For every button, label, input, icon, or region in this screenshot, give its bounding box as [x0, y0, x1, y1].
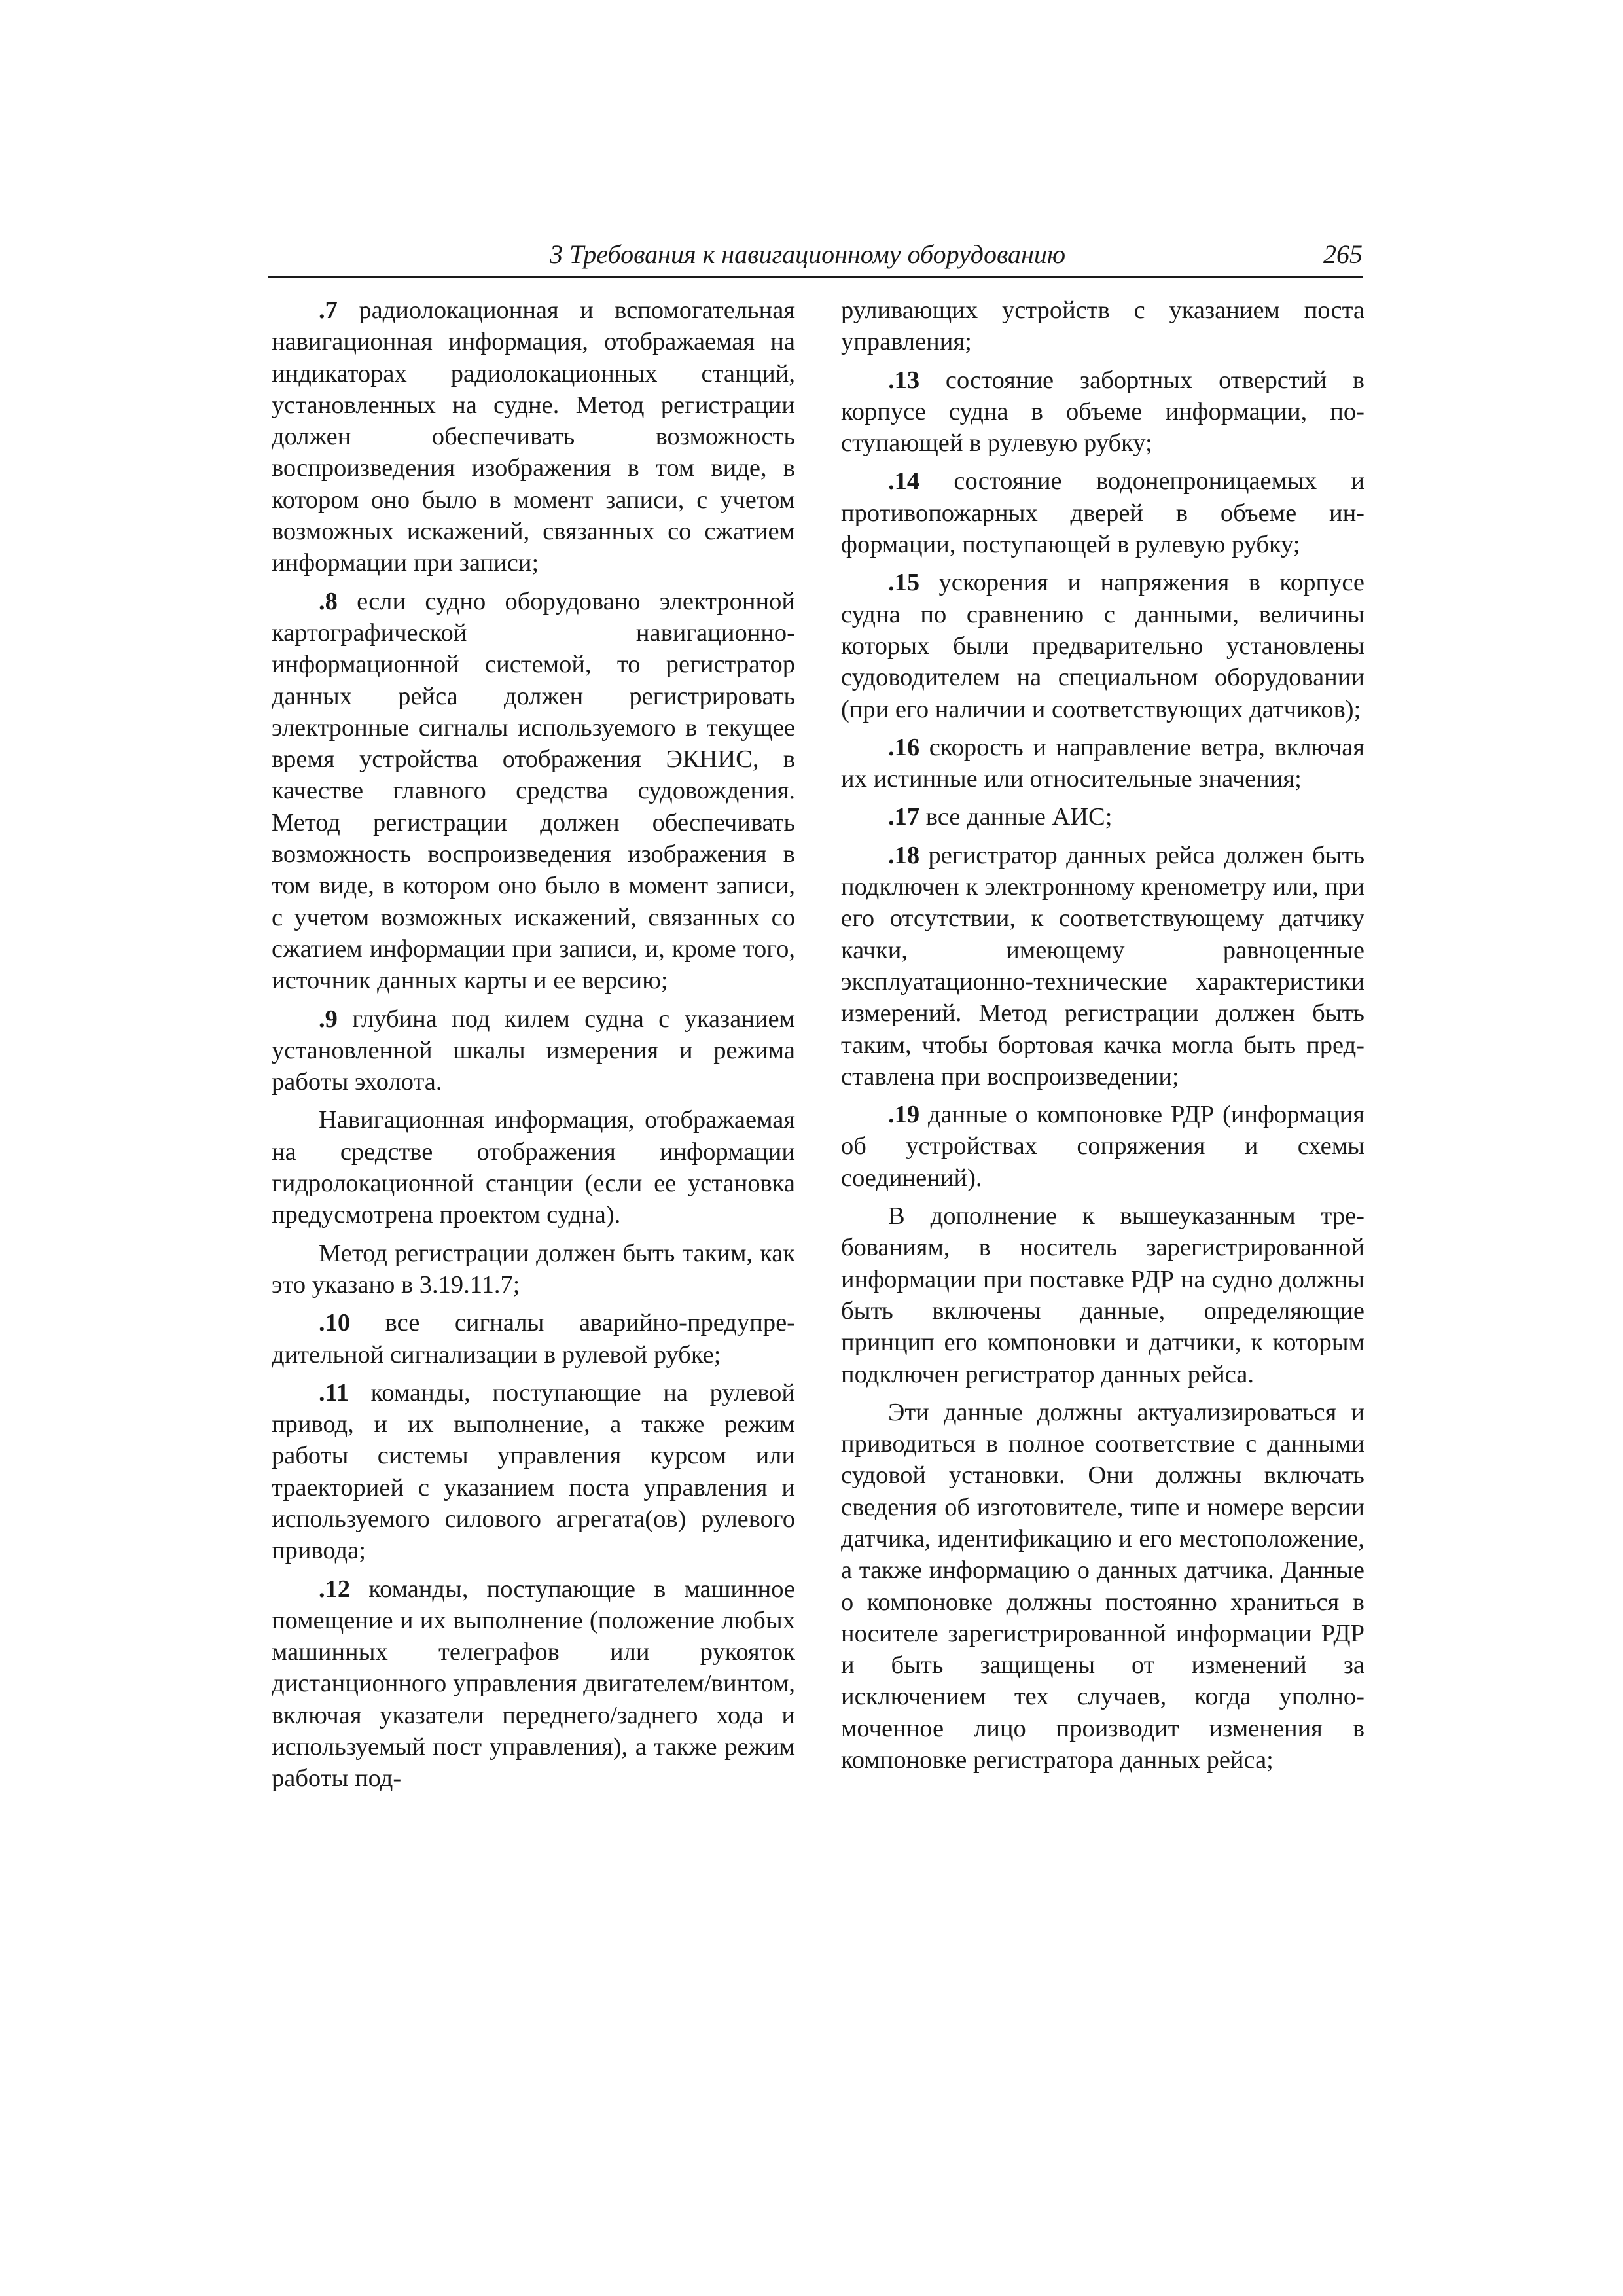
paragraph-17 [841, 801, 1364, 833]
item-number: .17 [888, 803, 920, 831]
paragraph-data-actualization [841, 1397, 1364, 1776]
paragraph-text: ускорения и напряжения в корпусе судна по сравнению с данными, величины которых были предварительно установлены судоводителем на специальном оборудовании (при его наличии и соответствующих датчиков); [841, 569, 1364, 723]
page-header [268, 237, 1363, 278]
running-title: 3 Требования к навигационному оборудованию [550, 240, 1066, 269]
item-number: .13 [888, 366, 920, 394]
item-number: .12 [319, 1575, 351, 1603]
paragraph-text: В дополнение к вышеуказанным требованиям, в носитель зарегистрированной информации при поставке РДР на судно должны быть включены данные, определяющие принцип его компоновки и датчики, к которым подключен регистратор данных рейса. [841, 1202, 1364, 1388]
page-number: 265 [1323, 240, 1363, 269]
paragraph-text: данные о компоновке РДР (информация об устройствах сопряжения и схемы соединений). [841, 1101, 1364, 1192]
paragraph-text: скорость и направление ветра, включая их истинные или относительные значения; [841, 733, 1364, 793]
item-number: .9 [319, 1005, 338, 1033]
item-number: .18 [888, 841, 920, 869]
paragraph-15 [841, 567, 1364, 725]
paragraph-9 [272, 1003, 795, 1098]
paragraph-additional-requirements [841, 1200, 1364, 1390]
paragraph-text: все данные АИС; [919, 803, 1113, 831]
paragraph-14 [841, 465, 1364, 560]
paragraph-text: Метод регистрации должен быть таким, как это указано в 3.19.11.7; [272, 1239, 795, 1299]
paragraph-19 [841, 1099, 1364, 1194]
paragraph-16 [841, 732, 1364, 795]
paragraph-text: команды, поступающие на рулевой привод, и их выполнение, а также режим работы системы управления курсом или траекторией с указанием поста управления и используемого силового агрегата(ов) рулевого привода; [272, 1378, 795, 1565]
paragraph-12 [272, 1573, 795, 1795]
item-number: .16 [888, 733, 920, 761]
paragraph-10 [272, 1307, 795, 1371]
paragraph-text: все сигналы аварийно-предупредительной сигнализации в рулевой рубке; [272, 1309, 795, 1369]
item-number: .19 [888, 1101, 920, 1129]
paragraph-text: если судно оборудовано электронной картографической навигационно-информационной системой, то регистратор данных рейса должен регистрировать электронные сигналы используемого в текущее время устройства отображения ЭКНИС, в качестве главного средства судовождения. Метод регистрации должен обеспечивать возможность воспроизведения изображения в том виде, в котором оно было в момент записи, с учетом возможных искажений, связанных со сжатием информации при записи, и, кроме того, источник данных карты и ее версию; [272, 587, 795, 995]
paragraph-text: Эти данные должны актуализироваться и приводиться в полное соответствие с данными судовой установки. Они должны включать сведения об изготовителе, типе и номере версии датчика, идентификацию и его местоположение, а также информацию о данных датчика. Данные о компоновке должны постоянно храниться в носителе зарегистрированной информации РДР и быть защищены от изменений за исключением тех случаев, когда уполномоченное лицо производит изменения в компоновке регистратора данных рейса; [841, 1398, 1364, 1774]
paragraph-text: глубина под килем судна с указанием установленной шкалы измерения и режима работы эхолота. [272, 1005, 795, 1096]
left-column [272, 295, 795, 1801]
item-number: .14 [888, 467, 920, 495]
paragraph-text: радиолокационная и вспомогательная навигационная информация, отображаемая на индикаторах радиолокационных станций, установленных на судне. Метод регистрации должен обеспечивать возможность воспроизведения изображения в том виде, в котором оно было в момент записи, с учетом возможных искажений, связанных со сжатием информации при записи; [272, 296, 795, 577]
item-number: .15 [888, 569, 920, 597]
paragraph-sonar-info [272, 1104, 795, 1230]
paragraph-text: регистратор данных рейса должен быть подключен к электронному кренометру или, при его отсутствии, к соответствующему датчику качки, имеющему равноценные эксплуатационно-технические характеристики измерений. Метод регистрации должен быть таким, чтобы бортовая качка могла быть представлена при воспроизведении; [841, 841, 1364, 1090]
paragraph-text: состояние забортных отверстий в корпусе судна в объеме информации, поступающей в рулевую рубку; [841, 366, 1364, 457]
paragraph-12-continued [841, 295, 1364, 358]
item-number: .7 [319, 296, 338, 324]
paragraph-text: Навигационная информация, отображаемая на средстве отображения информации гидролокационной станции (если ее установка предусмотрена проектом судна). [272, 1106, 795, 1229]
paragraph-recording-method [272, 1238, 795, 1301]
paragraph-text: команды, поступающие в машинное помещение и их выполнение (положение любых машинных телеграфов или рукояток дистанционного управления двигателем/винтом, включая указатели переднего/заднего хода и используемый пост управления), а также режим работы под- [272, 1575, 795, 1793]
item-number: .8 [319, 587, 338, 615]
paragraph-7 [272, 295, 795, 579]
paragraph-8 [272, 586, 795, 997]
paragraph-text: состояние водонепроницаемых и противопожарных дверей в объеме информации, поступающей в рулевую рубку; [841, 467, 1364, 559]
paragraph-18 [841, 840, 1364, 1092]
item-number: .10 [319, 1309, 351, 1337]
paragraph-13 [841, 365, 1364, 459]
right-column [841, 295, 1364, 1782]
paragraph-11 [272, 1377, 795, 1567]
item-number: .11 [319, 1378, 349, 1407]
paragraph-text: руливающих устройств с указанием поста управления; [841, 296, 1364, 356]
